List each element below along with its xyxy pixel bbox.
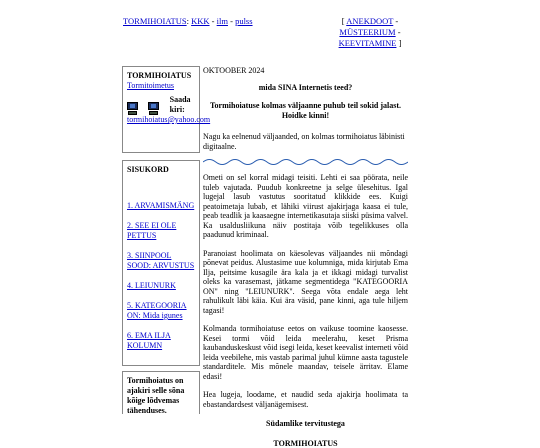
page-subtitle: Tormihoiatuse kolmas väljaanne puhub teil sokid jalast. Hoidke kinni! (203, 101, 408, 120)
send-mail-label: Saada kiri: (170, 95, 195, 115)
paragraph-1: Ometi on sel korral midagi teisiti. Lehti ei saa pöörata, neile tuleb vajutada. Puudub konkreetne ja selge ülesehitus. Igal lugejal lasub vastutus sooritatud klikkide ees. Kuigi peatoimetaja lubab, et lähiki viirust ajakirjaga kaasa ei tule, peab teadlik ja kaasaegne internetikasutaja siiski püsima valvel. Ka usaldusliikuna näiv postitaja võib tegelikkuses olla paadunud kriminaal. (203, 173, 408, 240)
bracket-close: ] (399, 38, 402, 48)
sidebar-box-about (122, 371, 200, 414)
nav-link-keevitamine[interactable]: KEEVITAMINE (339, 38, 397, 48)
about-text: Tormihoiatus on ajakiri selle sõna kõige lõdvemas tähenduses. (127, 376, 195, 416)
issue-date: OKTOOBER 2024 (203, 66, 408, 76)
email-link[interactable]: tormihoiatus@yahoo.com (127, 115, 210, 124)
paragraph-3: Kolmanda tormihoiatuse eetos on vaikuse toomine kaosesse. Kesei tormi võid leida meelerahu, keset Prisma kaubanduskeskust võid isegi leida, keset keevalist interneti võid leida veebilehe, mis vastab parimal juhul kümne aasta tagustele standarditele. Mis mõnele maandav, teisele ärritav. Elame edasi! (203, 324, 408, 381)
nav-link-tormihoiatus[interactable]: TORMIHOIATUS (123, 16, 187, 26)
editorial-link[interactable]: Tormitoimetus (127, 81, 174, 90)
toc-item-5[interactable]: 5. KATEGOORIA ON: Mida igunes (127, 301, 195, 321)
nav-link-ilm[interactable]: ilm (217, 16, 228, 26)
nav-link-pulss[interactable]: pulss (235, 16, 252, 26)
nav-link-kkk[interactable]: KKK (191, 16, 209, 26)
toc-title: SISUKORD (127, 165, 195, 175)
closing-greeting: Südamlike tervitustega (203, 419, 408, 429)
toc-item-4[interactable]: 4. LEIUNURK (127, 281, 195, 291)
top-nav-right: [ ANEKDOOT - MÜSTEERIUM - KEEVITAMINE ] (320, 16, 420, 49)
signature: TORMIHOIATUS (203, 439, 408, 448)
intro-text: Nagu ka eelnenud väljaanded, on kolmas tormihoiatus läbinisti digitaalne. (203, 132, 408, 151)
computer-icon (148, 102, 155, 115)
paragraph-2: Paranoiast hoolimata on käesolevas väljaandes nii mõndagi põnevat peidus. Alustasime uue kolumniga, mida kirjutab Ema Ilja, peitsime kusagile ära kala ja et ikkagi midagi turvalist oleks ka varasemast, jätkame segmentidega "KATEGOORIA ON" ning "LEIUNURK". Seega võta endale aega leht rahulikult läbi käia. Kui ära väsid, pane kinni, aga tule hiljem tagasi! (203, 249, 408, 316)
main-content (203, 66, 408, 448)
computer-icon (127, 102, 134, 115)
nav-link-musteerium[interactable]: MÜSTEERIUM (339, 27, 395, 37)
contact-box-title: TORMIHOIATUS (127, 71, 195, 81)
page-title: mida SINA Internetis teed? (203, 83, 408, 93)
nav-link-anekdoot[interactable]: ANEKDOOT (346, 16, 393, 26)
toc-item-6[interactable]: 6. EMA ILJA KOLUMN (127, 331, 195, 351)
bracket-open: [ (342, 16, 345, 26)
computer-icons (127, 95, 195, 115)
paragraph-4: Hea lugeja, loodame, et naudid seda ajakirja hoolimata ta ebastandardsest väljanägemisest. (203, 390, 408, 409)
toc-item-1[interactable]: 1. ARVAMISMÄNG (127, 201, 195, 211)
wave-divider (203, 157, 408, 167)
sidebar-box-toc (122, 160, 200, 366)
sidebar-box-contact (122, 66, 200, 153)
top-nav-left: TORMIHOIATUS: KKK - ilm - pulss (123, 16, 253, 26)
toc-item-2[interactable]: 2. SEE EI OLE PETTUS (127, 221, 195, 241)
toc-item-3[interactable]: 3. SIINPOOL SOOD: ARVUSTUS (127, 251, 195, 271)
